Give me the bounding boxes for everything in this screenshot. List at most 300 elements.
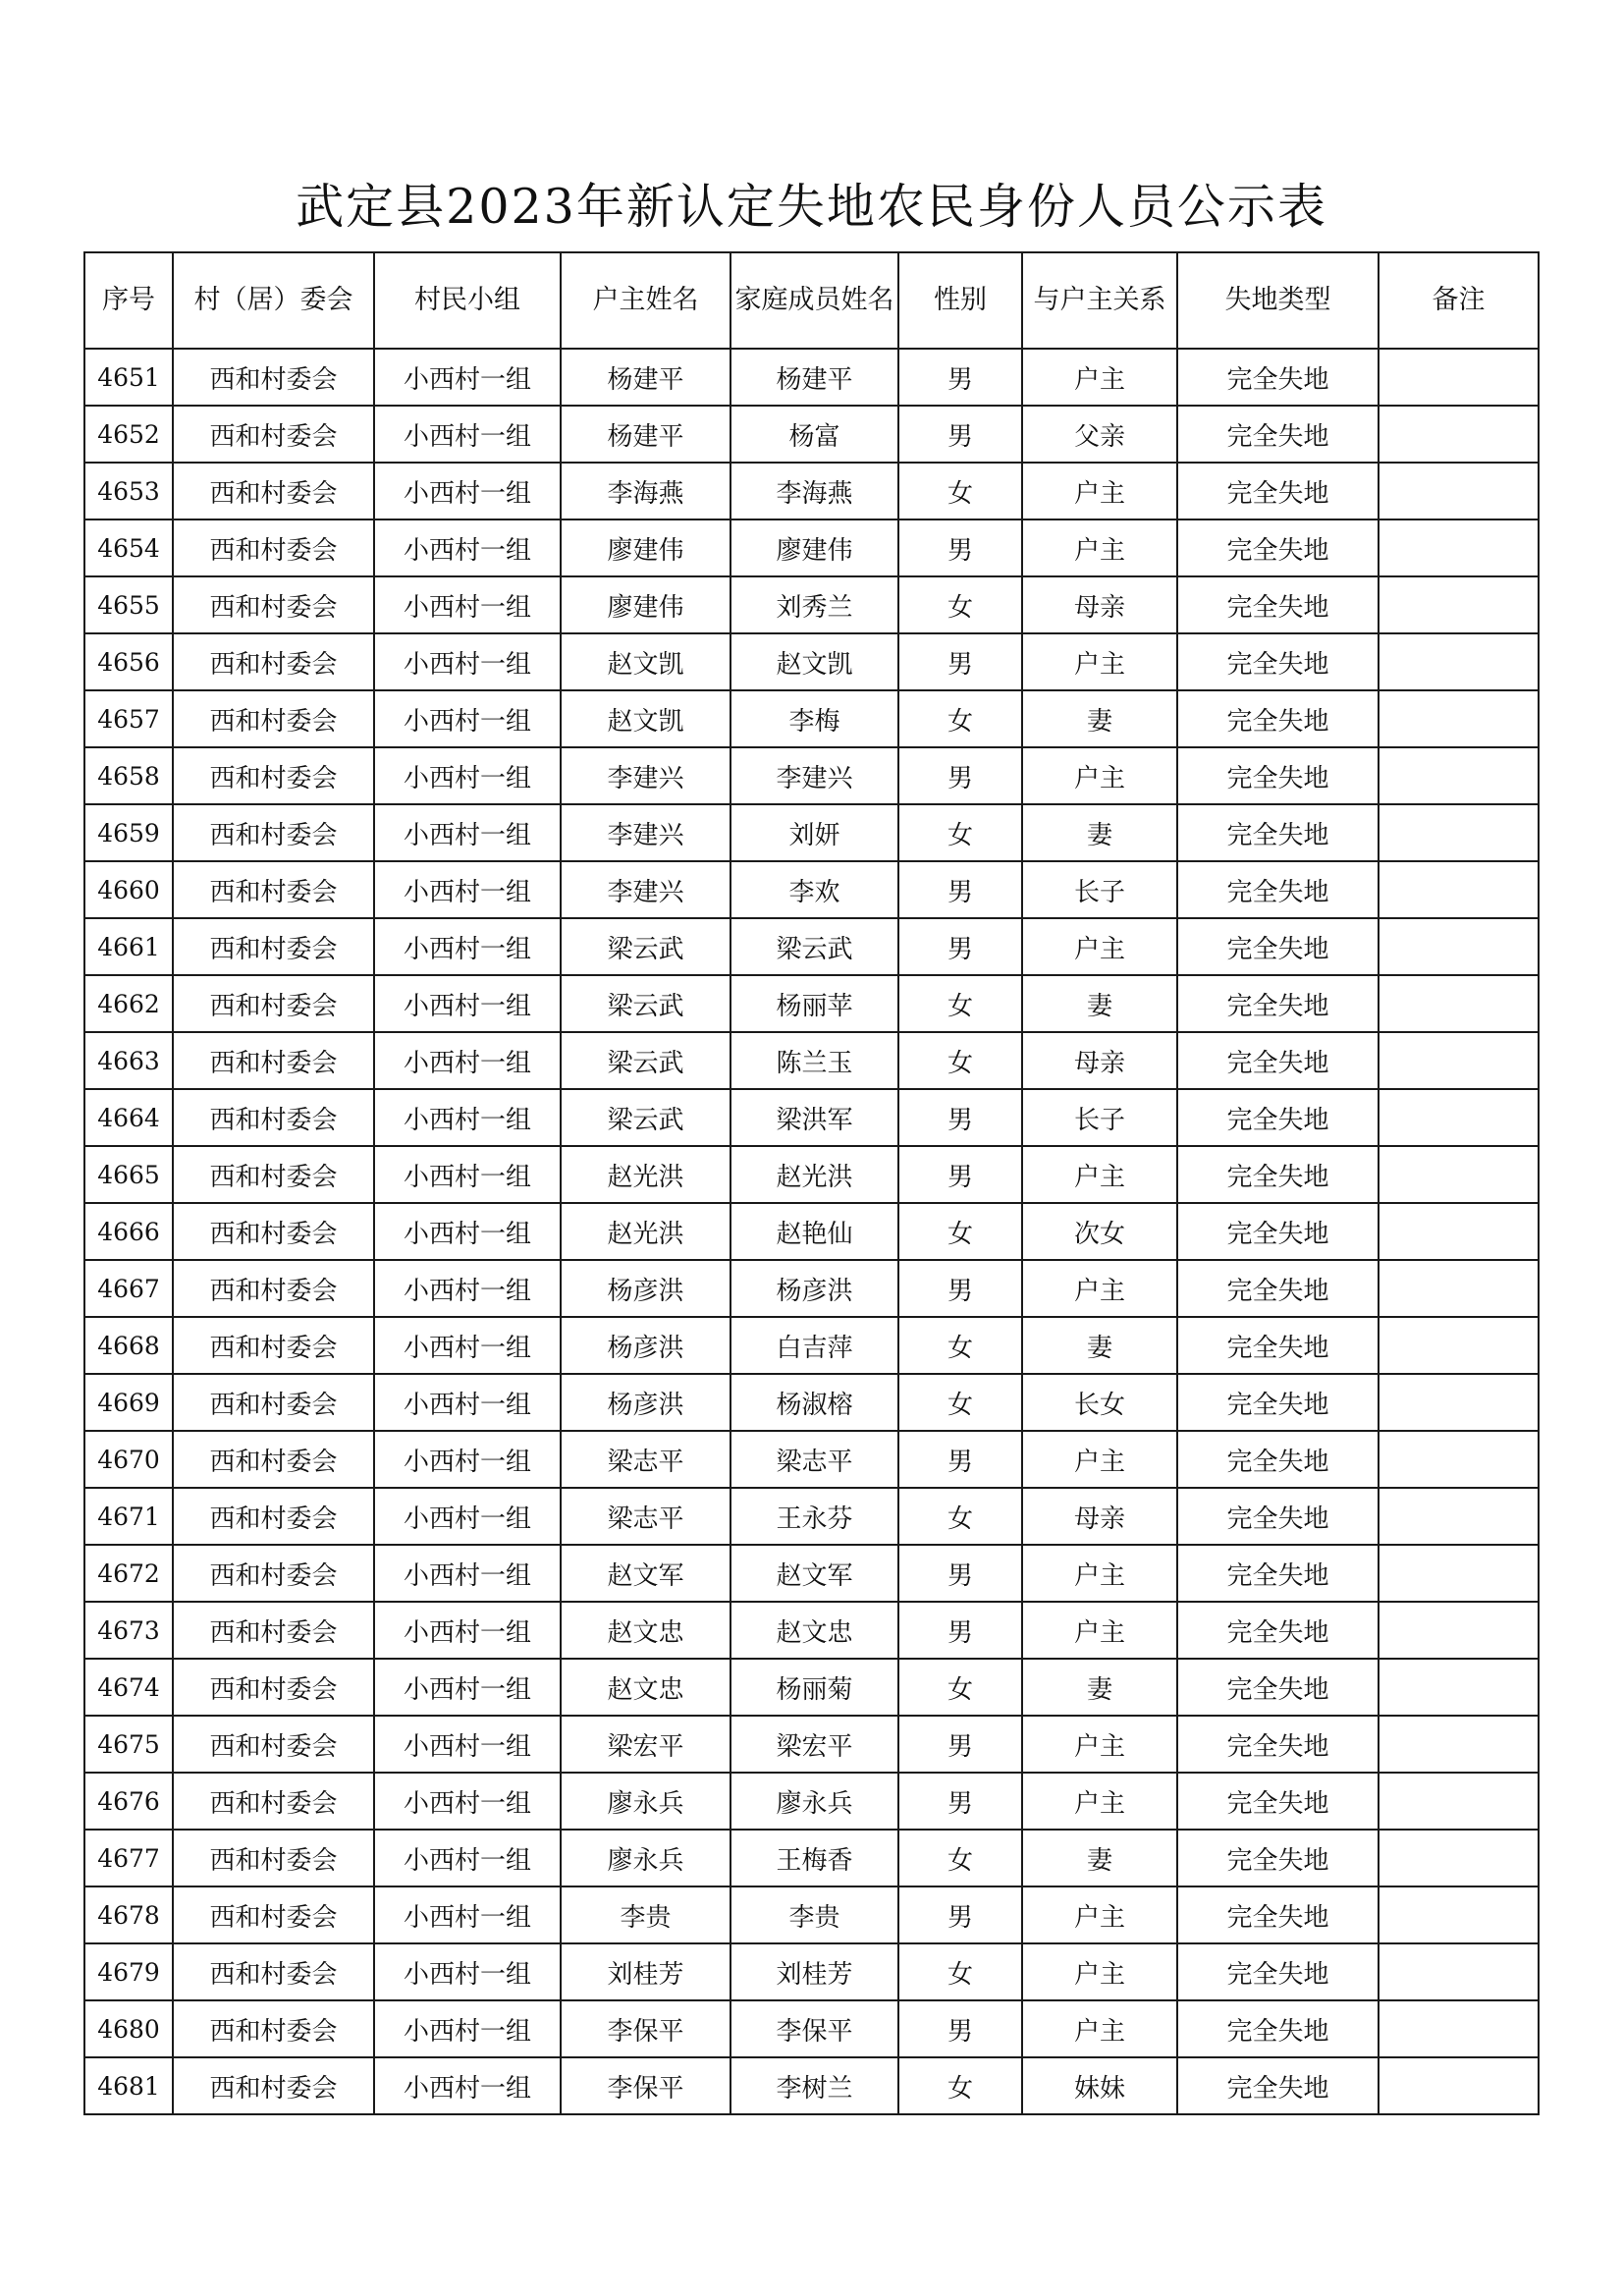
cell-relation: 户主 [1022,1602,1177,1659]
cell-relation: 户主 [1022,918,1177,975]
cell-committee: 西和村委会 [173,1488,374,1545]
cell-relation: 妻 [1022,690,1177,747]
cell-householder: 梁志平 [561,1431,730,1488]
cell-remarks [1379,861,1539,918]
cell-seq: 4663 [84,1032,173,1089]
table-row [84,804,1539,861]
cell-committee: 西和村委会 [173,1773,374,1830]
cell-group: 小西村一组 [374,1659,561,1716]
cell-remarks [1379,1374,1539,1431]
cell-group: 小西村一组 [374,1545,561,1602]
cell-gender: 男 [898,1602,1022,1659]
table-row [84,975,1539,1032]
cell-landloss-type: 完全失地 [1177,463,1379,519]
cell-householder: 杨彦洪 [561,1374,730,1431]
column-header-householder: 户主姓名 [561,252,730,349]
cell-seq: 4670 [84,1431,173,1488]
cell-gender: 男 [898,349,1022,406]
cell-group: 小西村一组 [374,747,561,804]
cell-remarks [1379,1943,1539,2000]
cell-landloss-type: 完全失地 [1177,1716,1379,1773]
cell-remarks [1379,804,1539,861]
cell-group: 小西村一组 [374,1203,561,1260]
cell-member: 杨富 [730,406,898,463]
cell-member: 刘秀兰 [730,576,898,633]
column-header-gender: 性别 [898,252,1022,349]
cell-member: 王永芬 [730,1488,898,1545]
cell-landloss-type: 完全失地 [1177,406,1379,463]
table-header-row [84,252,1539,349]
table-row [84,406,1539,463]
page-title: 武定县2023年新认定失地农民身份人员公示表 [296,179,1327,235]
cell-member: 杨建平 [730,349,898,406]
table-row [84,690,1539,747]
cell-member: 梁志平 [730,1431,898,1488]
cell-landloss-type: 完全失地 [1177,1203,1379,1260]
cell-householder: 赵文军 [561,1545,730,1602]
cell-group: 小西村一组 [374,1830,561,1886]
cell-householder: 廖永兵 [561,1773,730,1830]
cell-remarks [1379,1830,1539,1886]
cell-member: 刘桂芳 [730,1943,898,2000]
table-row [84,1488,1539,1545]
cell-committee: 西和村委会 [173,1146,374,1203]
cell-householder: 李建兴 [561,747,730,804]
cell-group: 小西村一组 [374,1032,561,1089]
column-header-landloss-type: 失地类型 [1177,252,1379,349]
cell-group: 小西村一组 [374,519,561,576]
cell-relation: 妻 [1022,1659,1177,1716]
cell-member: 李欢 [730,861,898,918]
cell-relation: 妻 [1022,1317,1177,1374]
cell-gender: 女 [898,1488,1022,1545]
cell-householder: 李贵 [561,1886,730,1943]
cell-committee: 西和村委会 [173,1260,374,1317]
cell-member: 赵艳仙 [730,1203,898,1260]
cell-group: 小西村一组 [374,1488,561,1545]
cell-gender: 男 [898,1089,1022,1146]
cell-group: 小西村一组 [374,918,561,975]
cell-gender: 男 [898,519,1022,576]
cell-group: 小西村一组 [374,2000,561,2057]
cell-relation: 户主 [1022,519,1177,576]
cell-group: 小西村一组 [374,1431,561,1488]
cell-gender: 女 [898,975,1022,1032]
table-row [84,463,1539,519]
table-row [84,519,1539,576]
cell-seq: 4674 [84,1659,173,1716]
cell-householder: 赵光洪 [561,1146,730,1203]
cell-committee: 西和村委会 [173,918,374,975]
table-row [84,1032,1539,1089]
cell-relation: 妻 [1022,975,1177,1032]
cell-gender: 男 [898,1146,1022,1203]
cell-householder: 廖建伟 [561,576,730,633]
cell-group: 小西村一组 [374,1602,561,1659]
table-row [84,349,1539,406]
cell-remarks [1379,2000,1539,2057]
cell-member: 廖建伟 [730,519,898,576]
cell-gender: 男 [898,633,1022,690]
cell-committee: 西和村委会 [173,861,374,918]
cell-landloss-type: 完全失地 [1177,1431,1379,1488]
cell-remarks [1379,1317,1539,1374]
cell-relation: 户主 [1022,1260,1177,1317]
cell-householder: 梁宏平 [561,1716,730,1773]
cell-member: 赵文忠 [730,1602,898,1659]
cell-landloss-type: 完全失地 [1177,918,1379,975]
cell-relation: 妻 [1022,804,1177,861]
cell-householder: 梁云武 [561,1089,730,1146]
cell-relation: 父亲 [1022,406,1177,463]
cell-landloss-type: 完全失地 [1177,1659,1379,1716]
cell-remarks [1379,1260,1539,1317]
cell-seq: 4660 [84,861,173,918]
cell-seq: 4659 [84,804,173,861]
cell-gender: 女 [898,804,1022,861]
cell-relation: 户主 [1022,1431,1177,1488]
cell-seq: 4675 [84,1716,173,1773]
cell-remarks [1379,975,1539,1032]
cell-seq: 4676 [84,1773,173,1830]
cell-group: 小西村一组 [374,804,561,861]
cell-relation: 户主 [1022,1716,1177,1773]
cell-group: 小西村一组 [374,861,561,918]
cell-gender: 男 [898,1716,1022,1773]
cell-group: 小西村一组 [374,1943,561,2000]
cell-seq: 4681 [84,2057,173,2114]
cell-gender: 女 [898,1032,1022,1089]
cell-remarks [1379,1146,1539,1203]
cell-gender: 女 [898,1317,1022,1374]
cell-committee: 西和村委会 [173,1545,374,1602]
cell-landloss-type: 完全失地 [1177,349,1379,406]
table-row [84,1260,1539,1317]
cell-landloss-type: 完全失地 [1177,2057,1379,2114]
cell-member: 廖永兵 [730,1773,898,1830]
cell-committee: 西和村委会 [173,747,374,804]
cell-seq: 4677 [84,1830,173,1886]
cell-relation: 户主 [1022,1886,1177,1943]
cell-member: 李梅 [730,690,898,747]
cell-committee: 西和村委会 [173,1374,374,1431]
column-header-member: 家庭成员姓名 [730,252,898,349]
table-body [84,349,1539,2114]
cell-seq: 4653 [84,463,173,519]
cell-landloss-type: 完全失地 [1177,804,1379,861]
cell-committee: 西和村委会 [173,1659,374,1716]
cell-householder: 李保平 [561,2057,730,2114]
cell-landloss-type: 完全失地 [1177,1317,1379,1374]
cell-seq: 4669 [84,1374,173,1431]
cell-remarks [1379,1545,1539,1602]
cell-committee: 西和村委会 [173,633,374,690]
cell-gender: 女 [898,1374,1022,1431]
table-row [84,1146,1539,1203]
cell-householder: 杨彦洪 [561,1260,730,1317]
cell-landloss-type: 完全失地 [1177,1260,1379,1317]
cell-landloss-type: 完全失地 [1177,1032,1379,1089]
cell-gender: 男 [898,1545,1022,1602]
cell-committee: 西和村委会 [173,519,374,576]
cell-landloss-type: 完全失地 [1177,633,1379,690]
cell-householder: 杨建平 [561,406,730,463]
cell-seq: 4667 [84,1260,173,1317]
cell-seq: 4664 [84,1089,173,1146]
cell-group: 小西村一组 [374,2057,561,2114]
table-row [84,1602,1539,1659]
table-row [84,861,1539,918]
column-header-committee: 村（居）委会 [173,252,374,349]
cell-landloss-type: 完全失地 [1177,1773,1379,1830]
cell-gender: 男 [898,861,1022,918]
cell-relation: 户主 [1022,1146,1177,1203]
cell-householder: 梁志平 [561,1488,730,1545]
cell-member: 李海燕 [730,463,898,519]
table-row [84,747,1539,804]
cell-member: 杨丽菊 [730,1659,898,1716]
cell-member: 王梅香 [730,1830,898,1886]
cell-relation: 长子 [1022,861,1177,918]
cell-remarks [1379,690,1539,747]
cell-seq: 4665 [84,1146,173,1203]
table-row [84,1886,1539,1943]
cell-householder: 李建兴 [561,861,730,918]
cell-group: 小西村一组 [374,1260,561,1317]
cell-remarks [1379,1716,1539,1773]
cell-group: 小西村一组 [374,1146,561,1203]
cell-seq: 4673 [84,1602,173,1659]
cell-landloss-type: 完全失地 [1177,1602,1379,1659]
cell-gender: 女 [898,576,1022,633]
cell-member: 李树兰 [730,2057,898,2114]
cell-committee: 西和村委会 [173,1943,374,2000]
cell-householder: 杨建平 [561,349,730,406]
cell-householder: 杨彦洪 [561,1317,730,1374]
cell-landloss-type: 完全失地 [1177,975,1379,1032]
cell-gender: 男 [898,918,1022,975]
cell-gender: 男 [898,1431,1022,1488]
cell-householder: 李保平 [561,2000,730,2057]
cell-seq: 4666 [84,1203,173,1260]
cell-landloss-type: 完全失地 [1177,747,1379,804]
cell-householder: 梁云武 [561,1032,730,1089]
cell-remarks [1379,747,1539,804]
cell-group: 小西村一组 [374,1317,561,1374]
cell-seq: 4658 [84,747,173,804]
cell-gender: 男 [898,406,1022,463]
cell-householder: 赵文凯 [561,633,730,690]
cell-householder: 刘桂芳 [561,1943,730,2000]
cell-remarks [1379,576,1539,633]
cell-group: 小西村一组 [374,1773,561,1830]
data-table [83,251,1540,2115]
cell-landloss-type: 完全失地 [1177,1943,1379,2000]
table-row [84,1716,1539,1773]
cell-committee: 西和村委会 [173,463,374,519]
cell-group: 小西村一组 [374,690,561,747]
cell-gender: 女 [898,690,1022,747]
cell-seq: 4668 [84,1317,173,1374]
cell-committee: 西和村委会 [173,975,374,1032]
cell-remarks [1379,1089,1539,1146]
cell-householder: 李建兴 [561,804,730,861]
cell-relation: 长女 [1022,1374,1177,1431]
column-header-group: 村民小组 [374,252,561,349]
cell-member: 赵文凯 [730,633,898,690]
cell-member: 梁洪军 [730,1089,898,1146]
cell-householder: 赵文凯 [561,690,730,747]
cell-relation: 户主 [1022,747,1177,804]
cell-seq: 4678 [84,1886,173,1943]
cell-seq: 4657 [84,690,173,747]
cell-relation: 妻 [1022,1830,1177,1886]
cell-householder: 赵文忠 [561,1659,730,1716]
cell-committee: 西和村委会 [173,406,374,463]
cell-landloss-type: 完全失地 [1177,1830,1379,1886]
cell-seq: 4671 [84,1488,173,1545]
table-row [84,1659,1539,1716]
column-header-remarks: 备注 [1379,252,1539,349]
cell-member: 杨丽苹 [730,975,898,1032]
cell-relation: 母亲 [1022,576,1177,633]
cell-remarks [1379,1203,1539,1260]
cell-landloss-type: 完全失地 [1177,1146,1379,1203]
cell-remarks [1379,1032,1539,1089]
table-row [84,576,1539,633]
cell-gender: 女 [898,2057,1022,2114]
cell-landloss-type: 完全失地 [1177,1886,1379,1943]
column-header-seq: 序号 [84,252,173,349]
cell-remarks [1379,918,1539,975]
cell-remarks [1379,349,1539,406]
cell-seq: 4652 [84,406,173,463]
cell-committee: 西和村委会 [173,1089,374,1146]
cell-landloss-type: 完全失地 [1177,2000,1379,2057]
cell-relation: 长子 [1022,1089,1177,1146]
cell-committee: 西和村委会 [173,2000,374,2057]
cell-seq: 4655 [84,576,173,633]
cell-gender: 男 [898,747,1022,804]
cell-remarks [1379,1602,1539,1659]
table-row [84,1203,1539,1260]
cell-householder: 赵文忠 [561,1602,730,1659]
cell-remarks [1379,1773,1539,1830]
cell-committee: 西和村委会 [173,1431,374,1488]
cell-member: 杨彦洪 [730,1260,898,1317]
cell-member: 李保平 [730,2000,898,2057]
cell-seq: 4661 [84,918,173,975]
cell-member: 李贵 [730,1886,898,1943]
cell-landloss-type: 完全失地 [1177,1089,1379,1146]
cell-remarks [1379,1659,1539,1716]
cell-group: 小西村一组 [374,1374,561,1431]
table-row [84,2057,1539,2114]
cell-committee: 西和村委会 [173,349,374,406]
table-row [84,1773,1539,1830]
cell-group: 小西村一组 [374,975,561,1032]
cell-landloss-type: 完全失地 [1177,576,1379,633]
cell-committee: 西和村委会 [173,1886,374,1943]
cell-committee: 西和村委会 [173,1032,374,1089]
cell-committee: 西和村委会 [173,2057,374,2114]
cell-gender: 男 [898,1886,1022,1943]
cell-remarks [1379,1488,1539,1545]
cell-relation: 户主 [1022,463,1177,519]
cell-member: 梁云武 [730,918,898,975]
cell-landloss-type: 完全失地 [1177,1545,1379,1602]
cell-householder: 廖建伟 [561,519,730,576]
cell-seq: 4680 [84,2000,173,2057]
cell-gender: 女 [898,463,1022,519]
cell-gender: 女 [898,1830,1022,1886]
table-row [84,1431,1539,1488]
cell-gender: 男 [898,2000,1022,2057]
cell-householder: 廖永兵 [561,1830,730,1886]
table-row [84,1943,1539,2000]
cell-member: 陈兰玉 [730,1032,898,1089]
table-row [84,1317,1539,1374]
cell-committee: 西和村委会 [173,1203,374,1260]
cell-member: 李建兴 [730,747,898,804]
cell-committee: 西和村委会 [173,690,374,747]
cell-group: 小西村一组 [374,406,561,463]
cell-member: 白吉萍 [730,1317,898,1374]
cell-remarks [1379,519,1539,576]
cell-committee: 西和村委会 [173,1317,374,1374]
cell-member: 赵光洪 [730,1146,898,1203]
cell-gender: 女 [898,1943,1022,2000]
cell-relation: 户主 [1022,633,1177,690]
cell-seq: 4672 [84,1545,173,1602]
cell-relation: 母亲 [1022,1488,1177,1545]
cell-remarks [1379,1431,1539,1488]
cell-group: 小西村一组 [374,349,561,406]
cell-group: 小西村一组 [374,1089,561,1146]
table-row [84,1374,1539,1431]
cell-relation: 母亲 [1022,1032,1177,1089]
cell-relation: 妹妹 [1022,2057,1177,2114]
cell-group: 小西村一组 [374,576,561,633]
cell-group: 小西村一组 [374,633,561,690]
cell-householder: 梁云武 [561,975,730,1032]
cell-landloss-type: 完全失地 [1177,519,1379,576]
cell-seq: 4651 [84,349,173,406]
cell-group: 小西村一组 [374,463,561,519]
cell-remarks [1379,1886,1539,1943]
cell-householder: 梁云武 [561,918,730,975]
cell-group: 小西村一组 [374,1716,561,1773]
cell-committee: 西和村委会 [173,576,374,633]
cell-committee: 西和村委会 [173,1716,374,1773]
cell-remarks [1379,463,1539,519]
table-row [84,1830,1539,1886]
cell-remarks [1379,633,1539,690]
table-row [84,2000,1539,2057]
cell-relation: 户主 [1022,349,1177,406]
cell-relation: 次女 [1022,1203,1177,1260]
cell-gender: 女 [898,1659,1022,1716]
cell-householder: 李海燕 [561,463,730,519]
cell-relation: 户主 [1022,1773,1177,1830]
cell-gender: 女 [898,1203,1022,1260]
table-row [84,633,1539,690]
cell-householder: 赵光洪 [561,1203,730,1260]
cell-remarks [1379,2057,1539,2114]
cell-relation: 户主 [1022,1545,1177,1602]
cell-member: 梁宏平 [730,1716,898,1773]
cell-member: 赵文军 [730,1545,898,1602]
